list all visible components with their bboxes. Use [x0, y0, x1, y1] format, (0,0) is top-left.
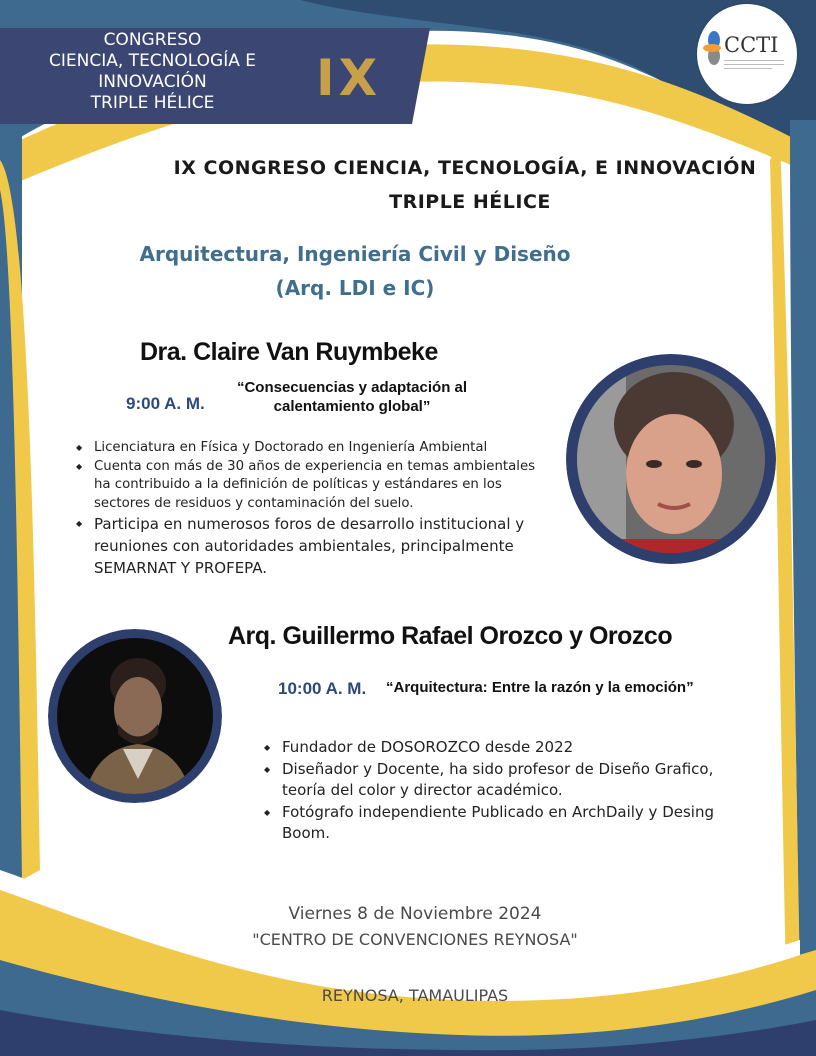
event-venue: "CENTRO DE CONVENCIONES REYNOSA" [252, 930, 578, 949]
banner-line: INNOVACIÓN [98, 72, 207, 92]
list-item: ◆ Diseñador y Docente, ha sido profesor de Diseño Grafico, teoría del color y director académico. [264, 759, 734, 802]
banner-line: CIENCIA, TECNOLOGÍA E [49, 51, 256, 71]
talk-title-line: “Consecuencias y adaptación al [236, 379, 468, 396]
event-date: Viernes 8 de Noviembre 2024 [288, 904, 542, 924]
track-title-line2: (Arq. LDI e IC) [275, 276, 435, 300]
track-title-line1: Arquitectura, Ingeniería Civil y Diseño [139, 242, 571, 266]
helix-logo-icon [703, 30, 725, 66]
talk-title: “Arquitectura: Entre la razón y la emoción” [386, 679, 694, 696]
speaker-time: 9:00 A. M. [126, 394, 205, 413]
edition-numeral: IX [316, 49, 382, 107]
list-item: ◆ Participa en numerosos foros de desarrollo institucional y reuniones con autoridades ambientales, principalmente SEMARNAT Y PROFEPA. [76, 513, 546, 579]
list-item: ◆ Fundador de DOSOROZCO desde 2022 [264, 737, 734, 759]
speaker-photo [566, 354, 776, 564]
event-city: REYNOSA, TAMAULIPAS [321, 986, 509, 1005]
list-item: ◆ Cuenta con más de 30 años de experiencia en temas ambientales ha contribuido a la definición de políticas y estándares en los sectores de residuos y contaminación del suelo. [76, 458, 554, 514]
talk-title-line: calentamiento global” [273, 398, 431, 415]
banner-title [20, 30, 285, 114]
speaker-name: Dra. Claire Van Ruymbeke [140, 338, 438, 366]
speaker-bio-list [264, 737, 734, 845]
banner-line: TRIPLE HÉLICE [90, 93, 215, 113]
speaker-bio-list [76, 513, 546, 579]
banner-line: CONGRESO [103, 30, 202, 50]
list-item: ◆ Fotógrafo independiente Publicado en ArchDaily y Desing Boom. [264, 802, 734, 845]
event-title-line2: TRIPLE HÉLICE [389, 191, 551, 213]
speaker-time: 10:00 A. M. [278, 679, 367, 698]
speaker-photo [48, 629, 222, 803]
list-item: ◆ Licenciatura en Física y Doctorado en Ingeniería Ambiental [76, 439, 554, 458]
event-title-line1: IX CONGRESO CIENCIA, TECNOLOGÍA, E INNOVACIÓN [173, 157, 757, 179]
speaker-name: Arq. Guillermo Rafael Orozco y Orozco [228, 622, 673, 650]
speaker-bio-list [76, 439, 554, 513]
talk-title [222, 378, 482, 416]
logo-text: CCTI [724, 33, 779, 57]
logo-tagline-decoration [724, 58, 784, 70]
